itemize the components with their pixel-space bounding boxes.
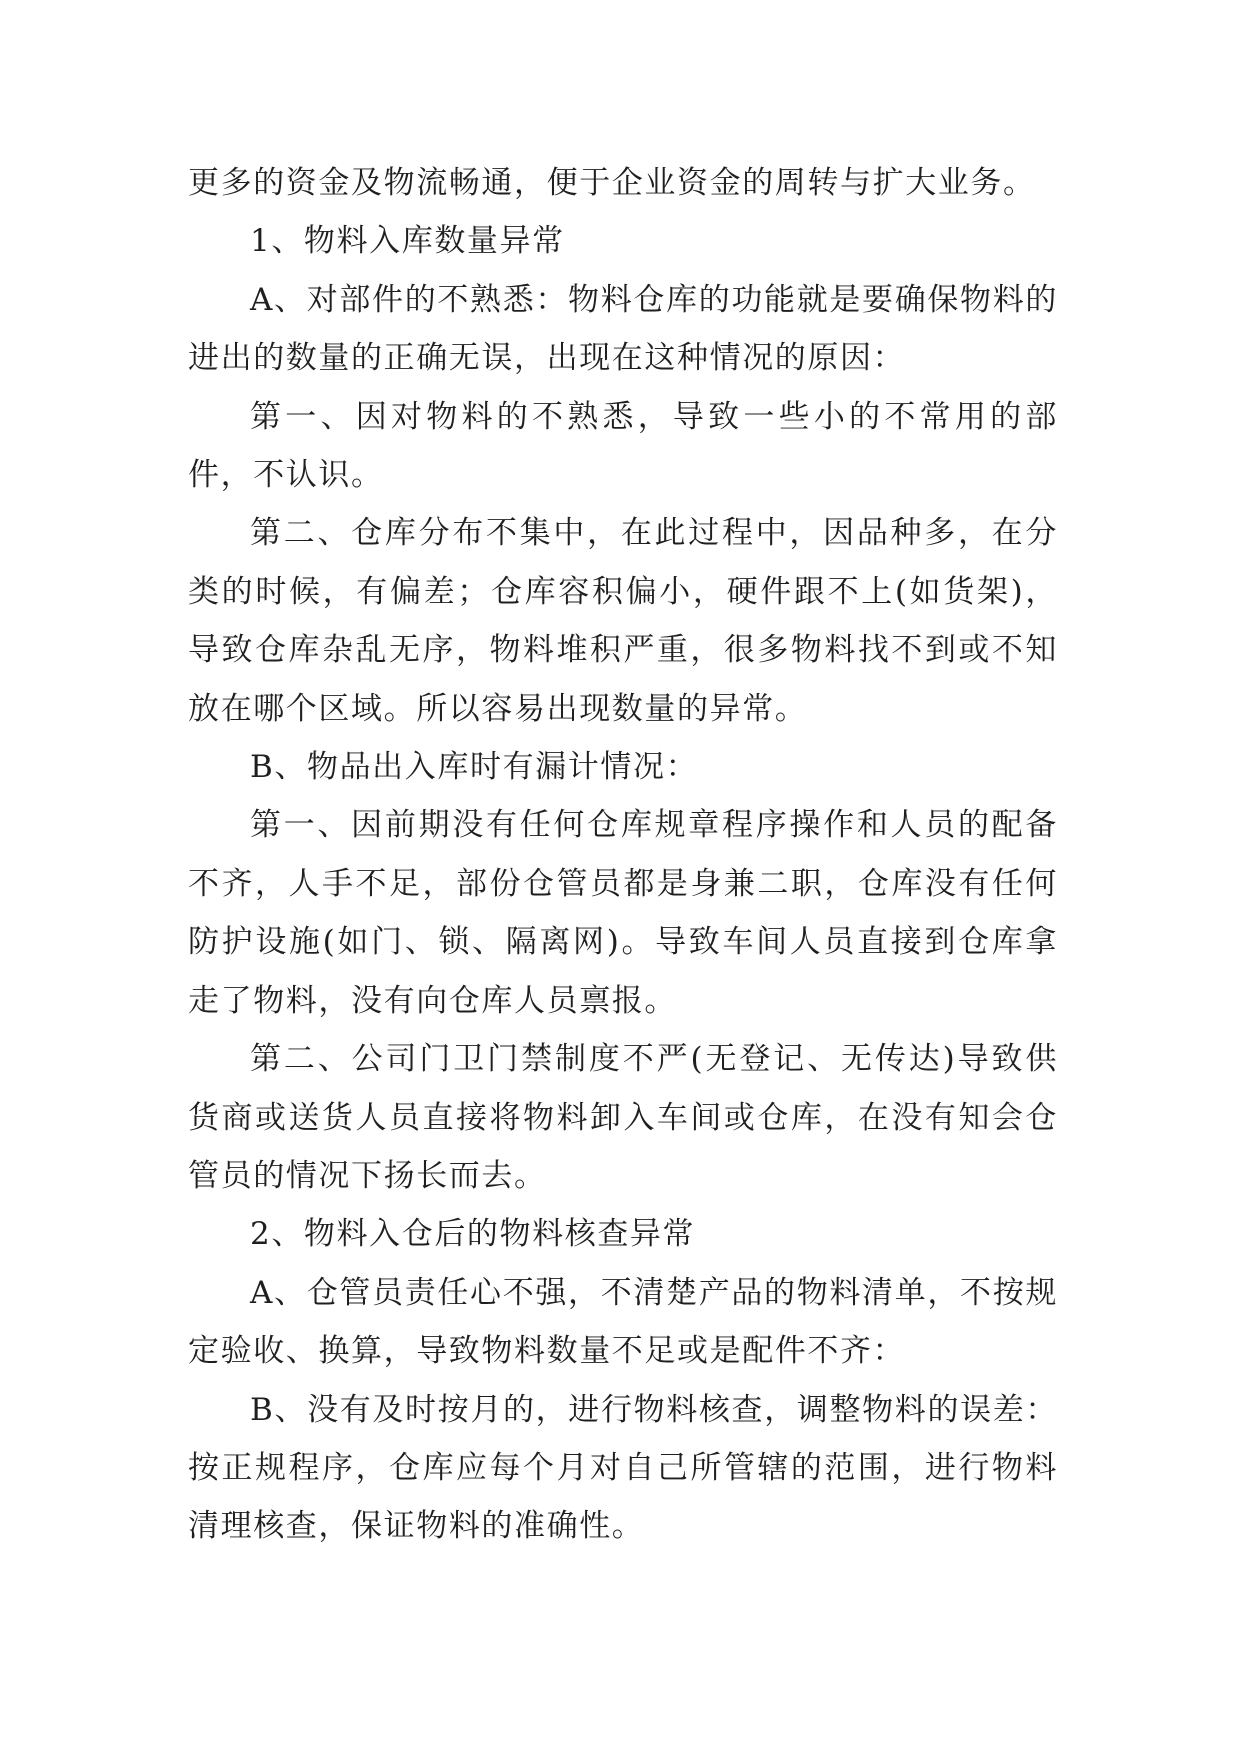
paragraph-second-reason-b: 第二、公司门卫门禁制度不严(无登记、无传达)导致供货商或送货人员直接将物料卸入车间或仓库，在没有知会仓管员的情况下扬长而去。 <box>188 1041 1058 1194</box>
paragraph-item-a-responsibility: A、仓管员责任心不强，不清楚产品的物料清单，不按规定验收、换算，导致物料数量不足或是配件不齐： <box>188 1274 1058 1370</box>
paragraph-item-a-unfamiliar-parts: A、对部件的不熟悉：物料仓库的功能就是要确保物料的进出的数量的正确无误，出现在这种情况的原因： <box>188 281 1058 377</box>
paragraph-item-b-missed-counts: B、物品出入库时有漏计情况： <box>250 749 699 786</box>
section-heading-inbound-quantity: 1、物料入库数量异常 <box>250 223 565 260</box>
paragraph-item-b-monthly-check: B、没有及时按月的，进行物料核查，调整物料的误差：按正规程序，仓库应每个月对自己所管辖的范围，进行物料清理核查，保证物料的准确性。 <box>188 1391 1058 1545</box>
document-body <box>188 154 1058 1556</box>
paragraph-continuation: 更多的资金及物流畅通，便于企业资金的周转与扩大业务。 <box>188 165 1036 201</box>
paragraph-first-reason: 第一、因对物料的不熟悉，导致一些小的不常用的部件，不认识。 <box>188 398 1058 494</box>
paragraph-first-reason-b: 第一、因前期没有任何仓库规章程序操作和人员的配备不齐，人手不足，部份仓管员都是身兼二职，仓库没有任何防护设施(如门、锁、隔离网)。导致车间人员直接到仓库拿走了物料，没有向仓库人员禀报。 <box>188 807 1058 1019</box>
section-heading-post-storage-check: 2、物料入仓后的物料核查异常 <box>250 1216 696 1253</box>
paragraph-second-reason: 第二、仓库分布不集中，在此过程中，因品种多，在分类的时候，有偏差；仓库容积偏小，硬件跟不上(如货架)，导致仓库杂乱无序，物料堆积严重，很多物料找不到或不知放在哪个区域。所以容易出现数量的异常。 <box>188 515 1058 727</box>
